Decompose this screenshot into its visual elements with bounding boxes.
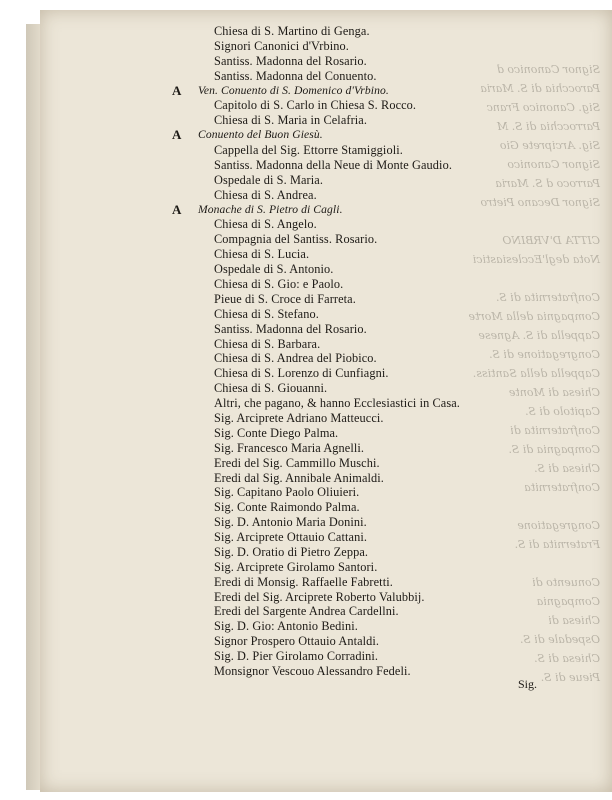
text-line: Chiesa di S. Martino di Genga. — [214, 24, 370, 38]
text-line: Chiesa di S. Gio: e Paolo. — [214, 277, 344, 292]
text-line: Chiesa di S. Giouanni. — [214, 381, 328, 396]
text-line: Chiesa di S. Lucia. — [214, 247, 310, 262]
text-line: Chiesa di S. Stefano. — [214, 306, 319, 321]
text-line: Chiesa di S. Andrea del Piobico. — [214, 351, 377, 366]
text-line: Chiesa di S. Angelo. — [214, 217, 317, 232]
text-line: Monsignor Vescouo Alessandro Fedeli. — [214, 664, 411, 678]
text-line: Eredi di Monsig. Raffaelle Fabretti. — [214, 574, 393, 589]
section-heading: Ven. Conuento di S. Domenico d'Vrbino. — [198, 83, 389, 97]
text-line: Chiesa di S. Barbara. — [214, 336, 321, 351]
margin-marker: A — [172, 201, 182, 217]
text-line: Cappella del Sig. Ettorre Stamiggioli. — [214, 143, 403, 158]
text-line: Chiesa di S. Andrea. — [214, 187, 317, 202]
margin-marker: A — [172, 127, 182, 143]
text-line: Ospedale di S. Antonio. — [214, 262, 334, 277]
text-line: Santiss. Madonna del Conuento. — [214, 68, 377, 83]
section-heading: Monache di S. Pietro di Cagli. — [198, 202, 343, 216]
text-line: Sig. Arciprete Girolamo Santori. — [214, 559, 378, 574]
section-heading: Conuento del Buon Giesù. — [198, 128, 323, 142]
text-line: Capitolo di S. Carlo in Chiesa S. Rocco. — [214, 98, 417, 113]
bleed-through-text: Signor Canonico d Parocchia di S. Maria Sig. Canonico Franc Parrocchia di S. M Sig. Arciprete Gio Signor Canonico Parroco d S. Maria Signor Decano Pietro CITTA D'VRBINO Nota degl'Ecclesiastici Confraternita di S. Compagnia della Morte Cappella di S. Agnese Congregatione di S. Cappella della Santiss. Chiesa di Monte Capitolo di S. Confraternita di Compagnia di S. Chiesa di S. Confraternita Congregatione Fraternita di S. Conuento di Compagnia Chiesa di Ospedale di S. Chiesa di S. Pieue di S. — [468, 63, 600, 684]
text-line: Signori Canonici d'Vrbino. — [214, 38, 349, 53]
text-line: Sig. D. Pier Girolamo Corradini. — [214, 649, 379, 664]
text-line: Eredi del Sig. Cammillo Muschi. — [214, 455, 380, 470]
text-line: Eredi del Sig. Arciprete Roberto Valubbij. — [214, 589, 425, 604]
text-line: Chiesa di S. Maria in Celafria. — [214, 113, 368, 128]
text-line: Sig. D. Oratio di Pietro Zeppa. — [214, 544, 369, 559]
text-line: Sig. Capitano Paolo Oliuieri. — [214, 485, 360, 500]
text-line: Signor Prospero Ottauio Antaldi. — [214, 634, 380, 649]
text-line: Santiss. Madonna della Neue di Monte Gaudio. — [214, 157, 452, 172]
text-line: Altri, che pagano, & hanno Ecclesiastici in Casa. — [214, 396, 460, 411]
text-line: Pieue di S. Croce di Farreta. — [214, 291, 356, 306]
text-line: Sig. Arciprete Adriano Matteucci. — [214, 410, 384, 425]
text-line: Compagnia del Santiss. Rosario. — [214, 232, 378, 247]
text-line: Santiss. Madonna del Rosario. — [214, 321, 367, 336]
text-line: Sig. Conte Raimondo Palma. — [214, 500, 360, 515]
text-line: Ospedale di S. Maria. — [214, 172, 323, 187]
catchword: Sig. — [518, 676, 538, 691]
text-line: Santiss. Madonna del Rosario. — [214, 53, 367, 68]
text-line: Sig. D. Gio: Antonio Bedini. — [214, 619, 358, 634]
margin-marker: A — [172, 82, 182, 98]
text-line: Sig. D. Antonio Maria Donini. — [214, 515, 367, 530]
text-line: Eredi del Sargente Andrea Cardellni. — [214, 604, 399, 619]
text-line: Sig. Conte Diego Palma. — [214, 425, 339, 440]
text-line: Chiesa di S. Lorenzo di Cunfiagni. — [214, 366, 389, 381]
text-line: Sig. Francesco Maria Agnelli. — [214, 440, 365, 455]
text-line: Eredi dal Sig. Annibale Animaldi. — [214, 470, 384, 485]
text-line: Sig. Arciprete Ottauio Cattani. — [214, 530, 368, 545]
